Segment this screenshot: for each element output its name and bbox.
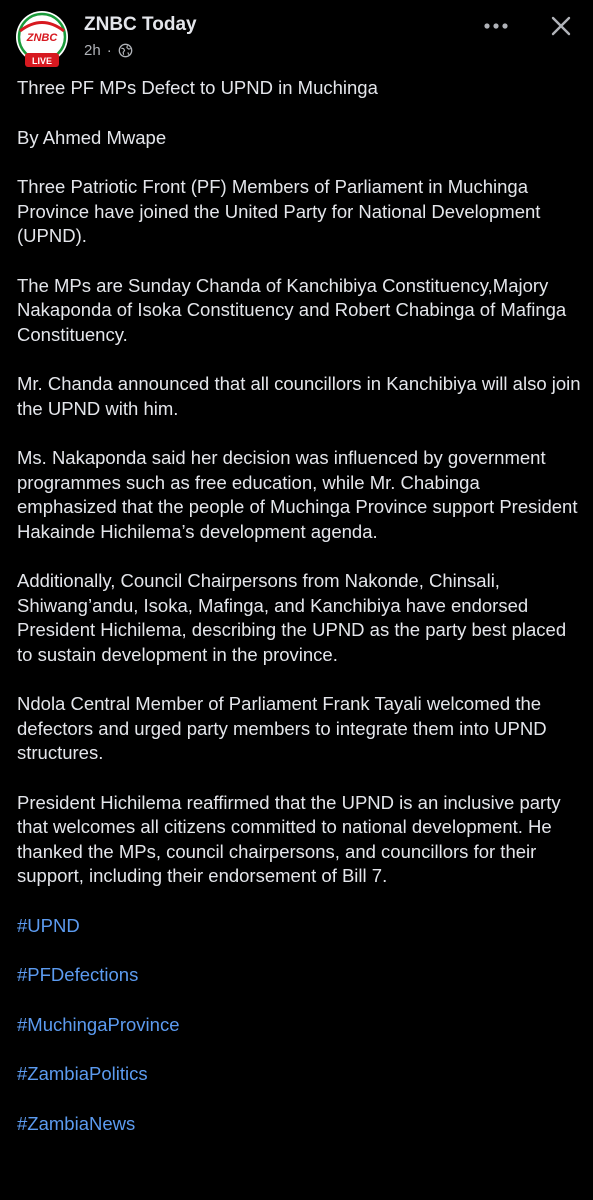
post-byline: By Ahmed Mwape (17, 126, 167, 148)
znbc-logo-avatar[interactable] (12, 10, 72, 70)
more-options-button[interactable] (480, 10, 512, 42)
post-time[interactable]: 2h (84, 41, 101, 59)
post-paragraph: Ndola Central Member of Parliament Frank Tayali welcomed the defectors and urged party members to integrate them into UPND structures. (17, 693, 547, 763)
post-header (0, 0, 593, 70)
more-horizontal-icon (483, 22, 509, 30)
hashtag-link-zambianews[interactable]: #ZambiaNews (17, 1112, 136, 1134)
hashtag-item (17, 963, 583, 988)
avatar-logo-text: ZNBC (26, 32, 58, 44)
post-paragraph: Ms. Nakaponda said her decision was influenced by government programmes such as free education, while Mr. Chabinga emphasized that the people of Muchinga Province support President Hakainde Hichilema’s development agenda. (17, 447, 578, 542)
post-headline: Three PF MPs Defect to UPND in Muchinga (17, 77, 378, 98)
post-paragraph: The MPs are Sunday Chanda of Kanchibiya Constituency,Majory Nakaponda of Isoka Constituency and Robert Chabinga of Mafinga Constituency. (17, 274, 567, 345)
post-paragraph: Mr. Chanda announced that all councillors in Kanchibiya will also join the UPND with him. (17, 373, 581, 419)
post-paragraph: Additionally, Council Chairpersons from Nakonde, Chinsali, Shiwang’andu, Isoka, Mafinga, and Kanchibiya have endorsed President Hichilema, describing the UPND as the party best placed to sustain development in the province. (17, 570, 567, 665)
post-paragraph: Three Patriotic Front (PF) Members of Parliament in Muchinga Province have joined the United Party for National Development (UPND). (17, 176, 541, 246)
hashtag-link-zambiapolitics[interactable]: #ZambiaPolitics (17, 1063, 148, 1084)
hashtag-item (17, 1112, 583, 1137)
post-meta (84, 40, 133, 60)
live-badge-text: LIVE (31, 56, 53, 66)
hashtag-item (17, 914, 583, 939)
hashtag-link-upnd[interactable]: #UPND (17, 914, 80, 936)
hashtag-link-muchingaprovince[interactable]: #MuchingaProvince (17, 1013, 180, 1035)
post-body (17, 76, 583, 1161)
hashtag-link-pfdefections[interactable]: #PFDefections (17, 964, 139, 985)
meta-separator: · (106, 41, 112, 59)
hashtag-item (17, 1062, 583, 1087)
close-icon (551, 16, 571, 36)
post-paragraph: President Hichilema reaffirmed that the UPND is an inclusive party that welcomes all citizens committed to national development. He thanked the MPs, council chairpersons, and councillors for their support, including their endorsement of Bill 7. (17, 791, 561, 886)
globe-icon[interactable] (118, 43, 133, 58)
page-name[interactable]: ZNBC Today (84, 14, 197, 35)
close-button[interactable] (545, 10, 577, 42)
hashtag-item (17, 1013, 583, 1038)
